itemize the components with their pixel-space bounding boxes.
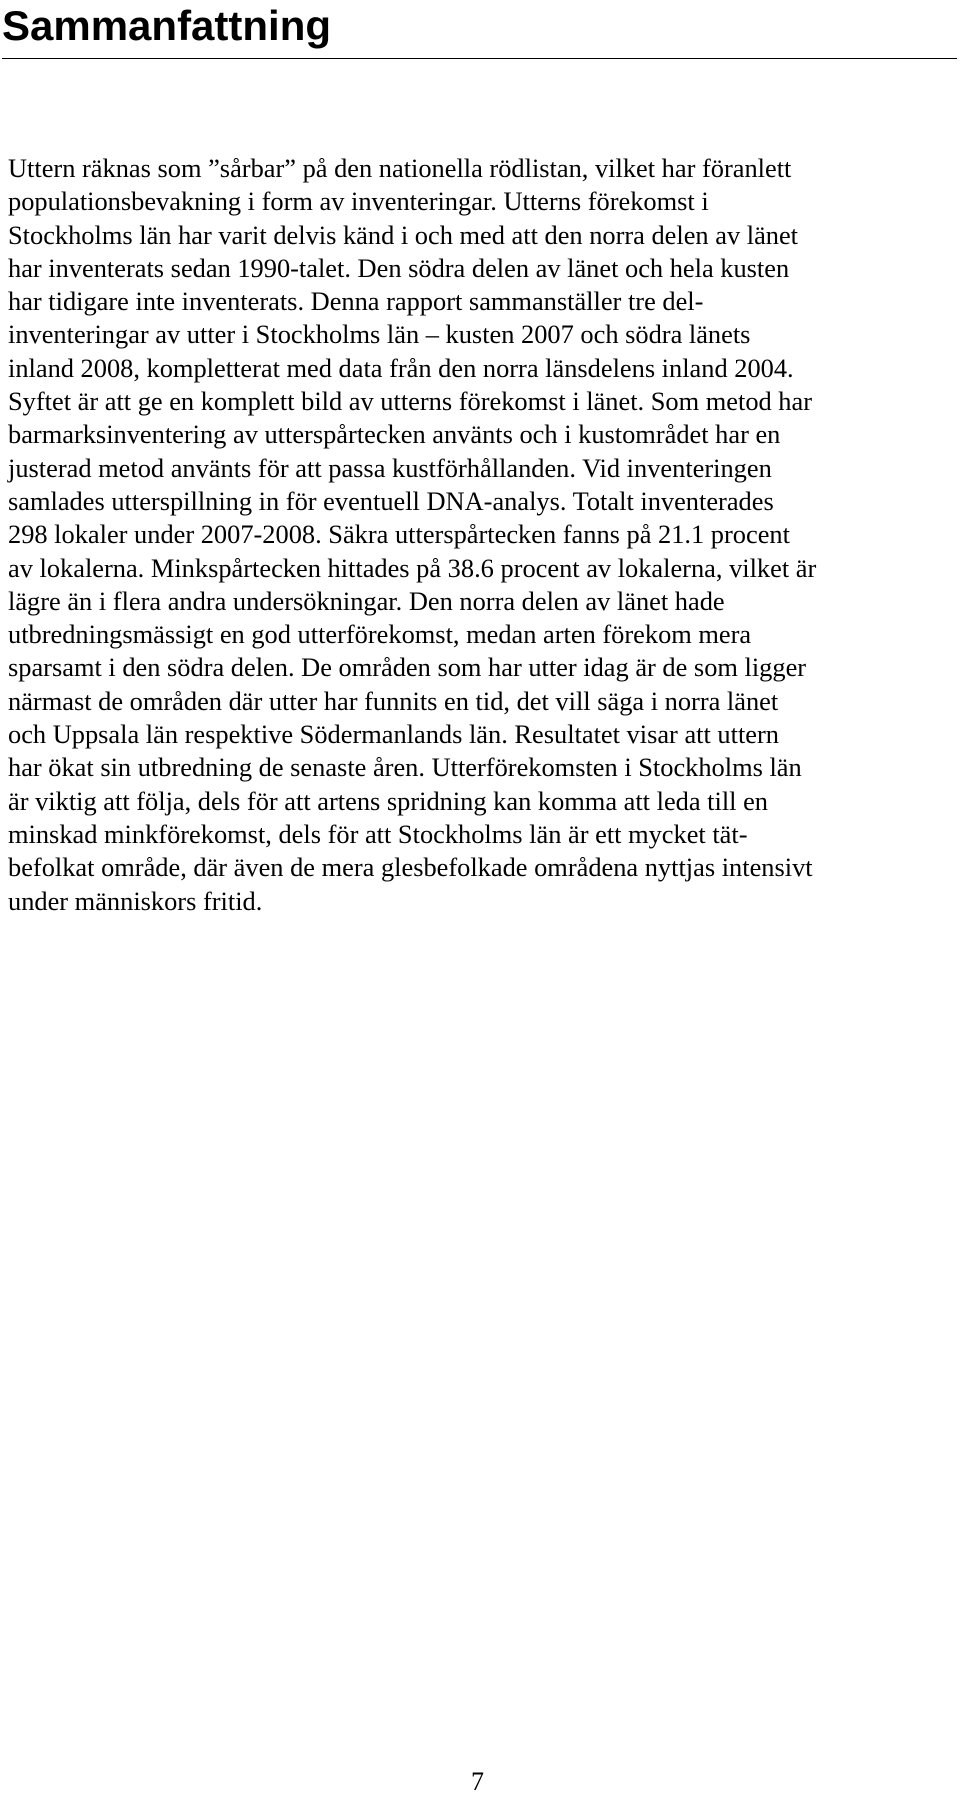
summary-line: under människors fritid. (8, 885, 263, 916)
summary-line: sparsamt i den södra delen. De områden som har utter idag är de som ligger (8, 652, 807, 683)
summary-line: har inventerats sedan 1990-talet. Den södra delen av länet och hela kusten (8, 252, 790, 283)
summary-line: minskad minkförekomst, dels för att Stockholms län är ett mycket tät- (8, 818, 748, 849)
summary-line: populationsbevakning i form av inventeringar. Utterns förekomst i (8, 186, 709, 217)
summary-line: befolkat område, där även de mera glesbefolkade områdena nyttjas intensivt (8, 852, 813, 883)
summary-line: närmast de områden där utter har funnits en tid, det vill säga i norra länet (8, 685, 779, 716)
page-title: Sammanfattning (2, 0, 957, 59)
summary-line: har tidigare inte inventerats. Denna rapport sammanställer tre del- (8, 286, 704, 317)
summary-paragraph (8, 152, 953, 918)
summary-line: inventeringar av utter i Stockholms län – kusten 2007 och södra länets (8, 319, 751, 350)
summary-line: av lokalerna. Minkspårtecken hittades på 38.6 procent av lokalerna, vilket är (8, 552, 817, 583)
summary-line: och Uppsala län respektive Södermanlands län. Resultatet visar att uttern (8, 719, 779, 750)
summary-line: har ökat sin utbredning de senaste åren. Utterförekomsten i Stockholms län (8, 752, 802, 783)
summary-line: lägre än i flera andra undersökningar. Den norra delen av länet hade (8, 585, 725, 616)
summary-line: barmarksinventering av utterspårtecken använts och i kustområdet har en (8, 419, 781, 450)
summary-line: 298 lokaler under 2007-2008. Säkra utterspårtecken fanns på 21.1 procent (8, 519, 790, 550)
page-number: 7 (471, 1767, 484, 1796)
summary-line: justerad metod använts för att passa kustförhållanden. Vid inventeringen (8, 452, 772, 483)
summary-line: inland 2008, kompletterat med data från den norra länsdelens inland 2004. (8, 352, 794, 383)
summary-line: Uttern räknas som ”sårbar” på den nationella rödlistan, vilket har föranlett (8, 153, 792, 183)
summary-line: Stockholms län har varit delvis känd i och med att den norra delen av länet (8, 219, 799, 250)
summary-line: Syftet är att ge en komplett bild av utterns förekomst i länet. Som metod har (8, 386, 812, 417)
summary-line: är viktig att följa, dels för att artens spridning kan komma att leda till en (8, 785, 768, 816)
summary-line: utbredningsmässigt en god utterförekomst, medan arten förekom mera (8, 619, 752, 650)
summary-line: samlades utterspillning in för eventuell DNA-analys. Totalt inventerades (8, 485, 774, 516)
